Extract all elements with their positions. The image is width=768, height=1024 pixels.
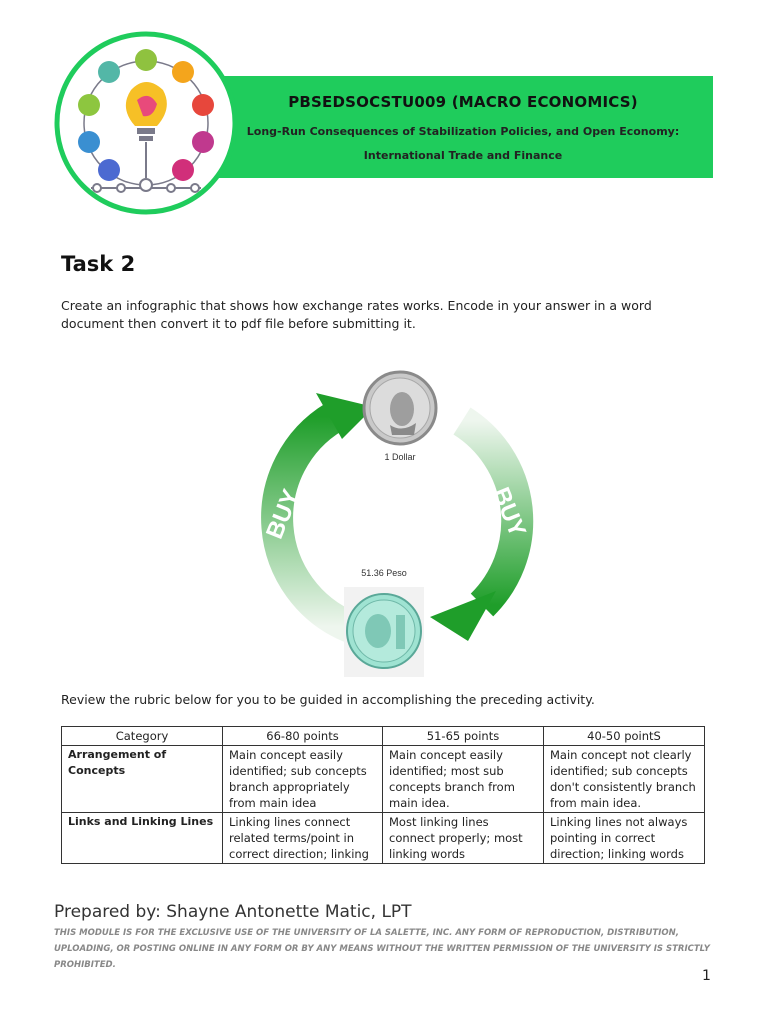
module-subtitle-line1: Long-Run Consequences of Stabilization Policies, and Open Economy: bbox=[246, 125, 680, 138]
rubric-cell: Main concept easily identified; sub concepts branch appropriately from main idea bbox=[223, 746, 383, 813]
page-number: 1 bbox=[702, 968, 711, 984]
dollar-label: 1 Dollar bbox=[384, 452, 416, 462]
rubric-header-51-65: 51-65 points bbox=[383, 727, 544, 746]
rubric-table bbox=[61, 726, 705, 864]
dollar-coin-image bbox=[364, 372, 436, 444]
rubric-category-cell: Arrangement of Concepts bbox=[62, 746, 223, 813]
rubric-cell: Linking lines connect related terms/point in correct direction; linking bbox=[223, 813, 383, 864]
prepared-by: Prepared by: Shayne Antonette Matic, LPT bbox=[54, 902, 412, 922]
rubric-header-66-80: 66-80 points bbox=[223, 727, 383, 746]
right-buy-label: BUY bbox=[486, 483, 531, 541]
rubric-cell: Main concept not clearly identified; sub concepts don't consistently branch from main idea. bbox=[544, 746, 705, 813]
peso-coin-image bbox=[344, 587, 424, 677]
table-row bbox=[62, 746, 705, 813]
module-subtitle-line2: International Trade and Finance bbox=[363, 149, 563, 162]
copyright-disclaimer: THIS MODULE IS FOR THE EXCLUSIVE USE OF THE UNIVERSITY OF LA SALETTE, INC. ANY FORM OF REPRODUCTION, DISTRIBUTION, UPLOADING, OR POSTING ONLINE IN ANY FORM OR BY ANY MEANS WITHOUT THE WRITTEN PERMISSION OF THE UNIVERSITY IS STRICTLY PROHIBITED. bbox=[54, 928, 710, 970]
rubric-cell: Linking lines not always pointing in correct direction; linking words bbox=[544, 813, 705, 864]
rubric-cell: Main concept easily identified; most sub concepts branch from main idea. bbox=[383, 746, 544, 813]
rubric-header-row bbox=[62, 727, 705, 746]
course-code-title: PBSEDSOCSTU009 (MACRO ECONOMICS) bbox=[288, 93, 638, 111]
peso-label: 51.36 Peso bbox=[361, 568, 407, 578]
rubric-header-40-50: 40-50 pointS bbox=[544, 727, 705, 746]
university-logo bbox=[53, 30, 239, 216]
left-buy-label: BUY bbox=[261, 485, 306, 543]
task-instructions: Create an infographic that shows how exchange rates works. Encode in your answer in a word document then convert it to pdf file before submitting it. bbox=[61, 298, 652, 331]
table-row bbox=[62, 813, 705, 864]
rubric-category-cell: Links and Linking Lines bbox=[62, 813, 223, 864]
rubric-cell: Most linking lines connect properly; most linking words bbox=[383, 813, 544, 864]
exchange-rate-infographic bbox=[250, 365, 560, 685]
task-title: Task 2 bbox=[61, 252, 136, 276]
rubric-intro: Review the rubric below for you to be guided in accomplishing the preceding activity. bbox=[61, 692, 595, 707]
rubric-header-category: Category bbox=[62, 727, 223, 746]
